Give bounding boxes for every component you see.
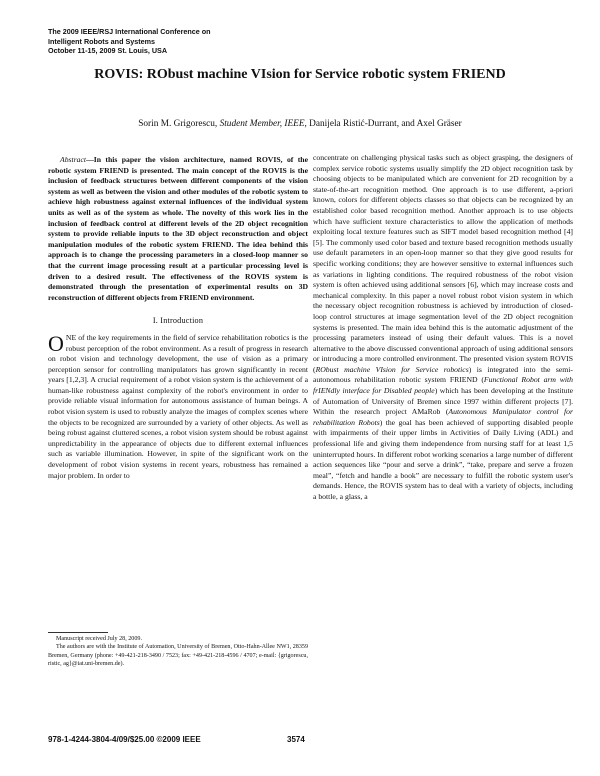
rovis-expansion: RObust machine VIsion for Service robotics: [315, 364, 469, 374]
right-column: [313, 153, 573, 503]
abstract-dash: —: [86, 155, 94, 164]
author-affiliation: The authors are with the Institute of Automation, University of Bremen, Otto-Hahn-Allee NW1, 28359 Bremen, Germany (phone: +49-421-218-3490 / 7523; fax: +49-421-218-4596 / 4707; e-mail: {grigorescu, ristic, ag}@iat.uni-bremen.de).: [48, 644, 308, 668]
author-name: Sorin M. Grigorescu,: [138, 119, 220, 129]
body-paragraph: [313, 153, 573, 503]
footnote: [48, 635, 308, 669]
left-column: [48, 155, 308, 481]
intro-text: NE of the key requirements in the field of service rehabilitation robotics is the robust perception of the robot environment. As a result of progress in research on robot vision and technology development, the use of vision as a primary perception sensor for controlling manipulators has grown significantly in recent years [1,2,3]. A crucial requirement of a robot vision system is the achievement of a human-like robustness against complexity of the robot's environment in order to provide reliable visual information for autonomous assistance of human beings. A robot vision system is used to robustly analyze the images of complex scenes where the objects to be recognized are surrounded by a variety of other objects. As well as being robust against cluttered scenes, a robot vision system should be robust against unpredictability in the appearance of objects due to different external influences such as variable illumination. However, in spite of the significant work on the development of robot vision systems in recent years, robustness has remained a major problem. In order to: [48, 332, 308, 480]
body-text: ) is integrated into the semi-autonomous rehabilitation robotic system FRIEND (: [313, 364, 573, 385]
drop-cap: O: [48, 330, 64, 356]
conference-subtitle: Intelligent Robots and Systems: [48, 36, 156, 46]
friend-expansion: Functional Robot arm with frIENdly interface for Disabled people: [313, 375, 573, 396]
amarob-expansion: Autonomous Manipulator control for rehabilitation Robots: [313, 407, 573, 427]
abstract-text: In this paper the vision architecture, named ROVIS, of the robotic system FRIEND is presented. The main concept of the ROVIS is the inclusion of feedback structures between different components of the vision system as well as between the vision and other modules of the robotic system to achieve high robustness against external influences of the individual system units as well as of the system as whole. The novelty of this work lies in the inclusion of feedback control at different levels of the 2D object recognition system to provide reliable inputs to the 3D object reconstruction and object manipulation modules of the robotic system FRIEND. The idea behind this approach is to change the processing parameters in a closed-loop manner so that the current image processing result at a particular processing level is driven to a desired result. The effectiveness of the ROVIS system is demonstrated through the presentation of experimental results on 3D reconstruction of different objects from FRIEND environment.: [48, 155, 308, 302]
section-heading: I. Introduction: [152, 316, 204, 326]
conference-date-location: October 11-15, 2009 St. Louis, USA: [48, 46, 168, 56]
body-text: ) the goal has been achieved of supporting disabled people with impairments of their upper limbs in Activities of Daily Living (ADL) and professional life and giving them independence from nursing staff for at least 1,5 uninterrupted hours. In different robot working scenarios a large number of different action sequences like “pour and serve a drink”, “take, prepare and serve a frozen meal”, “fetch and handle a book” are necessary to fulfill the robotic system user's demands. Hence, the ROVIS system has to deal with a variety of objects, including a bottle, a glass, a: [313, 417, 573, 501]
paper-title: ROVIS: RObust machine VIsion for Service robotic system FRIEND: [94, 67, 506, 82]
conference-header: [48, 27, 308, 56]
page-number: 3574: [287, 735, 305, 744]
co-authors: , Danijela Ristić-Durrant, and Axel Gräser: [304, 119, 462, 129]
intro-paragraph: [48, 330, 308, 481]
abstract-label: Abstract: [60, 155, 87, 164]
manuscript-received: Manuscript received July 28, 2009.: [56, 636, 142, 642]
body-text: ) which has been developing at the Institute of Automation of University of Bremen since 1997 within different projects [7]. Within the research project AMaRob (: [313, 386, 573, 417]
footnote-rule: [48, 632, 108, 633]
abstract: [48, 155, 308, 303]
isbn-line: 978-1-4244-3804-4/09/$25.00 ©2009 IEEE: [48, 735, 201, 744]
body-text: concentrate on challenging physical tasks such as object grasping, the designers of complex service robotic systems usually simplify the 2D object recognition task by choosing objects to be manipulated which are convenient for 2D recognition by a state-of-the-art recognition method. One approach is to use different, a-priori known, colors for different objects classes so that objects can be recognized by an established color based recognition method. Another approach is to use objects which have sufficient texture characteristics to allow the application of methods exploiting local texture features such as SIFT model based recognition method [4][5]. The commonly used color based and texture based recognition methods usually use default parameters in an open-loop manner so that they give good results for specific working conditions; they are however sensitive to external influences such as variations in lighting conditions. The required robustness of the robot vision system is often achieved using additional sensors [6], which may increase costs and mechanical complexity. In this paper a novel robust robot vision system in which the necessary object recognition robustness is achieved by introduction of closed-loop control structures at image segmentation level of the 2D object recognition systems is presented. The main idea behind this is the automatic adjustment of the processing parameters instead of using their default values. This is a novel alternative to the above discussed conventional approach of using additional sensors or introducing a more controlled environment. The presented vision system ROVIS (: [313, 153, 573, 374]
author-role: Student Member, IEEE: [219, 119, 305, 129]
conference-name: The 2009 IEEE/RSJ International Conference on: [48, 27, 211, 36]
author-list: [60, 118, 540, 130]
